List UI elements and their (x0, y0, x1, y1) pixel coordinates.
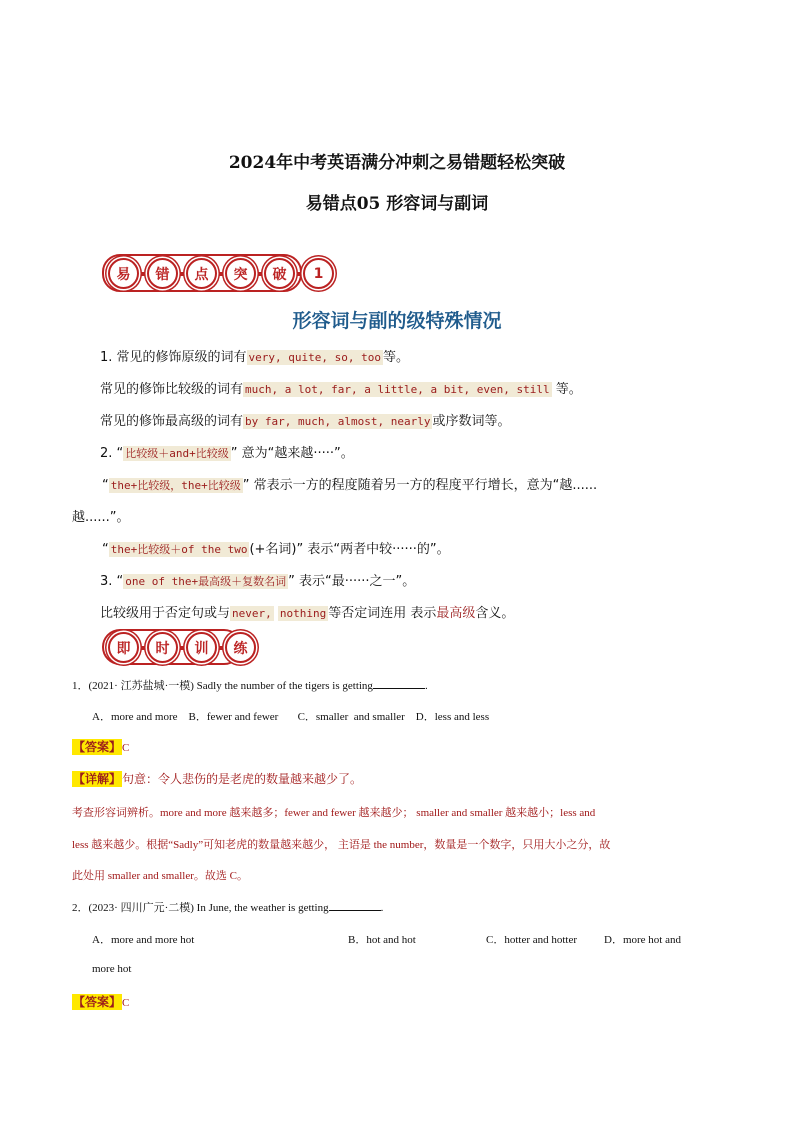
rule-text: 常见的修饰比较级的词有 (100, 382, 244, 397)
rule-text: 等。 (383, 350, 410, 365)
answer-value: C (122, 742, 130, 754)
question-text: 1．(2021· 江苏盐城·一模) Sadly the number of the tigers is getting (72, 680, 373, 692)
rule-text: 2. “ (100, 446, 124, 461)
highlight: nothing (279, 607, 327, 620)
practice-badge (108, 632, 256, 663)
detail-text: 句意：令人悲伤的是老虎的数量越来越少了。 (122, 772, 363, 786)
rule-text: ” 表示“最······之一”。 (288, 574, 416, 589)
badge-char: 突 (225, 258, 256, 289)
badge-char: 破 (264, 258, 295, 289)
explanation-line: 此处用 smaller and smaller。故选 C。 (72, 870, 248, 882)
answer-blank (373, 688, 425, 689)
answer-blank (329, 910, 381, 911)
badge-char: 错 (147, 258, 178, 289)
highlight: the+比较级，the+比较级 (110, 479, 241, 492)
highlight: by far, much, almost, nearly (245, 415, 431, 428)
badge-char: 易 (108, 258, 139, 289)
answer-value: C (122, 997, 130, 1009)
rule-2c: 越......”。 (72, 510, 130, 525)
detail-tag: 【详解】 (73, 772, 122, 786)
rule-3 (100, 570, 415, 589)
rule-2a (100, 442, 354, 461)
explanation-line: 考查形容词辨析。more and more 越来越多；fewer and fewer 越来越少； smaller and smaller 越来越小；less and (72, 807, 596, 819)
document-title: 2024年中考英语满分冲刺之易错题轻松突破 (228, 153, 566, 173)
rule-text: ” 意为“越来越·····”。 (230, 446, 354, 461)
badge-char: 练 (225, 632, 256, 663)
rule-text: 常见的修饰最高级的词有 (100, 414, 244, 429)
option-d: D．more hot and (604, 934, 681, 946)
answer-line (72, 993, 129, 1010)
rule-text: 含义。 (475, 606, 515, 621)
rule-text: 比较级用于否定句或与 (100, 606, 231, 621)
badge-char: 时 (147, 632, 178, 663)
rule-emphasis: 最高级 (436, 606, 476, 621)
highlight: very, quite, so, too (248, 351, 381, 364)
rule-text: (+名词)” 表示“两者中较······的”。 (249, 542, 450, 557)
rule-2b (102, 474, 597, 493)
rule-1a (100, 346, 409, 365)
rule-1b (100, 378, 582, 397)
answer-tag: 【答案】 (73, 995, 122, 1009)
option-a: A．more and more hot (92, 934, 195, 946)
answer-tag: 【答案】 (73, 740, 122, 754)
badge-char: 1 (303, 258, 334, 289)
answer-line (72, 738, 129, 755)
question-text: 2．(2023· 四川广元·二模) In June, the weather is getting (72, 902, 329, 914)
highlight: the+比较级＋of the two (110, 543, 248, 556)
rule-text: ” 常表示一方的程度随着另一方的程度平行增长，意为“越...... (242, 478, 598, 493)
highlight: never, (232, 607, 272, 620)
document-subtitle: 易错点05 形容词与副词 (305, 194, 489, 214)
highlight: one of the+最高级＋复数名词 (125, 575, 287, 588)
rule-1c (100, 410, 510, 429)
rule-text: 等。 (551, 382, 582, 397)
option-c: C．hotter and hotter (486, 934, 578, 946)
detail-line (72, 770, 362, 787)
highlight: much, a lot, far, a little, a bit, even, still (245, 383, 550, 396)
rule-text: 等否定词连用 表示 (328, 606, 437, 621)
highlight: 比较级＋and+比较级 (125, 447, 229, 460)
rule-4 (100, 602, 514, 621)
question-1-stem: 1．(2021· 江苏盐城·一模) Sadly the number of the tigers is getting . (72, 680, 428, 692)
rule-text: 3. “ (100, 574, 124, 589)
rule-text: “ (102, 542, 109, 557)
explanation-line: less 越来越少。根据“Sadly”可知老虎的数量越来越少， 主语是 the number，数量是一个数字，只用大小之分，故 (72, 839, 611, 851)
rule-text: “ (102, 478, 109, 493)
question-2-stem: 2．(2023· 四川广元·二模) In June, the weather is getting . (72, 902, 384, 914)
section-badge (108, 258, 334, 289)
section-heading: 形容词与副的级特殊情况 (292, 310, 502, 332)
rule-2d (102, 538, 450, 557)
badge-char: 点 (186, 258, 217, 289)
option-d-continued: more hot (92, 963, 132, 975)
rule-text: 或序数词等。 (432, 414, 511, 429)
rule-text: 1. 常见的修饰原级的词有 (100, 350, 247, 365)
badge-char: 训 (186, 632, 217, 663)
option-b: B．hot and hot (348, 934, 416, 946)
badge-char: 即 (108, 632, 139, 663)
question-1-options: A．more and more B．fewer and fewer C．smaller and smaller D．less and less (92, 711, 490, 723)
